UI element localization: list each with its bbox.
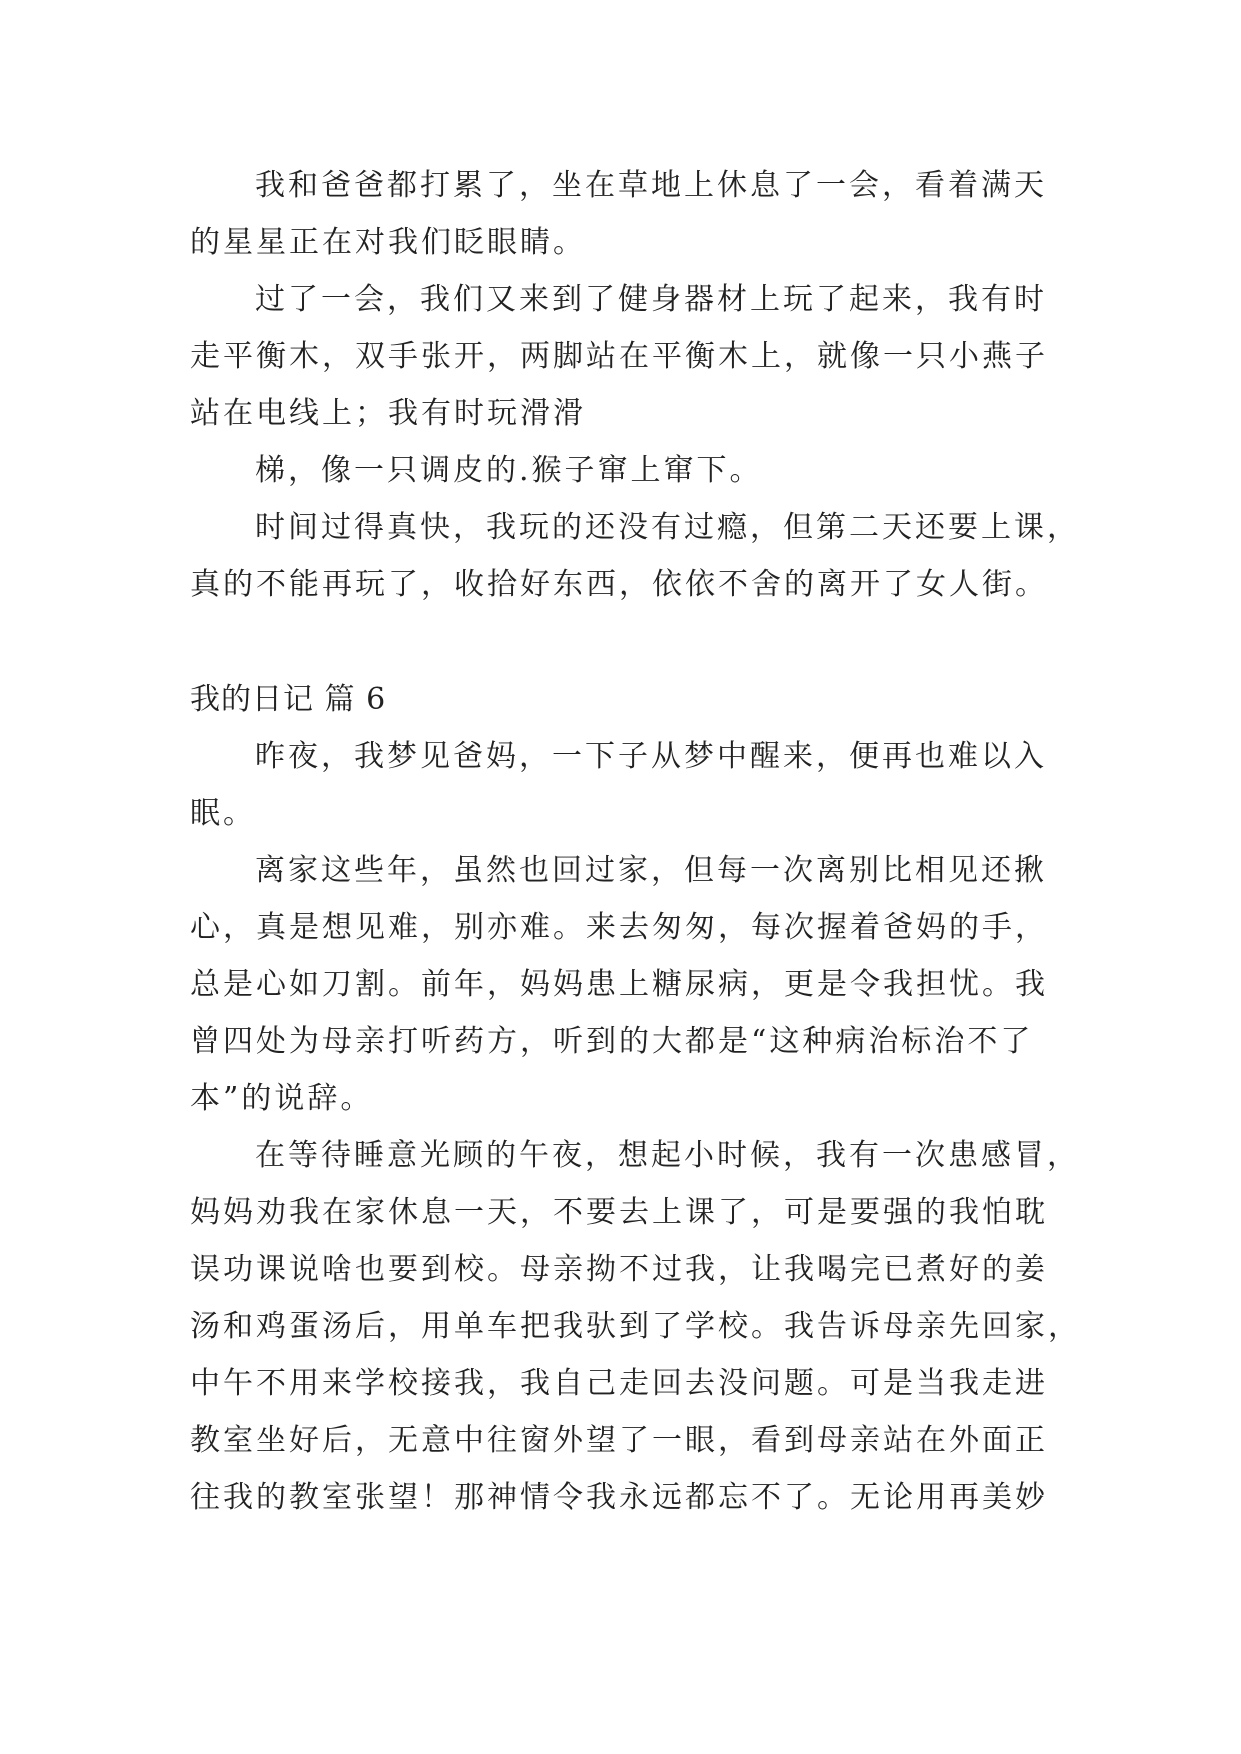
paragraph-line: 梯，像一只调皮的.猴子窜上窜下。 xyxy=(255,453,763,488)
paragraph-line: 曾四处为母亲打听药方，听到的大都是“这种病治标治不了 xyxy=(190,1024,1034,1059)
paragraph-line: 昨夜，我梦见爸妈，一下子从梦中醒来，便再也难以入 xyxy=(255,739,1047,774)
paragraph-line: 本”的说辞。 xyxy=(190,1081,374,1116)
paragraph-line: 站在电线上；我有时玩滑滑 xyxy=(190,396,586,431)
paragraph-line: 汤和鸡蛋汤后，用单车把我驮到了学校。我告诉母亲先回家， xyxy=(190,1309,1081,1344)
paragraph-line: 的星星正在对我们眨眼睛。 xyxy=(190,225,586,260)
paragraph-line: 教室坐好后，无意中往窗外望了一眼，看到母亲站在外面正 xyxy=(190,1423,1048,1458)
paragraph-line: 走平衡木，双手张开，两脚站在平衡木上，就像一只小燕子 xyxy=(190,339,1048,374)
paragraph-line: 往我的教室张望！那神情令我永远都忘不了。无论用再美妙 xyxy=(190,1480,1048,1515)
paragraph-line: 妈妈劝我在家休息一天，不要去上课了，可是要强的我怕耽 xyxy=(190,1195,1048,1230)
paragraph-line: 真的不能再玩了，收拾好东西，依依不舍的离开了女人街。 xyxy=(190,567,1048,602)
paragraph-line: 总是心如刀割。前年，妈妈患上糖尿病，更是令我担忧。我 xyxy=(190,967,1048,1002)
paragraph-line: 离家这些年，虽然也回过家，但每一次离别比相见还揪 xyxy=(255,853,1047,888)
paragraph-line: 眠。 xyxy=(190,796,256,831)
paragraph-line: 在等待睡意光顾的午夜，想起小时候，我有一次患感冒， xyxy=(255,1138,1080,1173)
section-heading: 我的日记 篇 6 xyxy=(190,682,387,717)
paragraph-line: 过了一会，我们又来到了健身器材上玩了起来，我有时 xyxy=(255,282,1047,317)
paragraph-line: 我和爸爸都打累了，坐在草地上休息了一会，看着满天 xyxy=(255,168,1047,203)
paragraph-line: 中午不用来学校接我，我自己走回去没问题。可是当我走进 xyxy=(190,1366,1048,1401)
paragraph-line: 时间过得真快，我玩的还没有过瘾，但第二天还要上课， xyxy=(255,510,1080,545)
paragraph-line: 误功课说啥也要到校。母亲拗不过我，让我喝完已煮好的姜 xyxy=(190,1252,1048,1287)
paragraph-line: 心，真是想见难，别亦难。来去匆匆，每次握着爸妈的手， xyxy=(190,910,1048,945)
